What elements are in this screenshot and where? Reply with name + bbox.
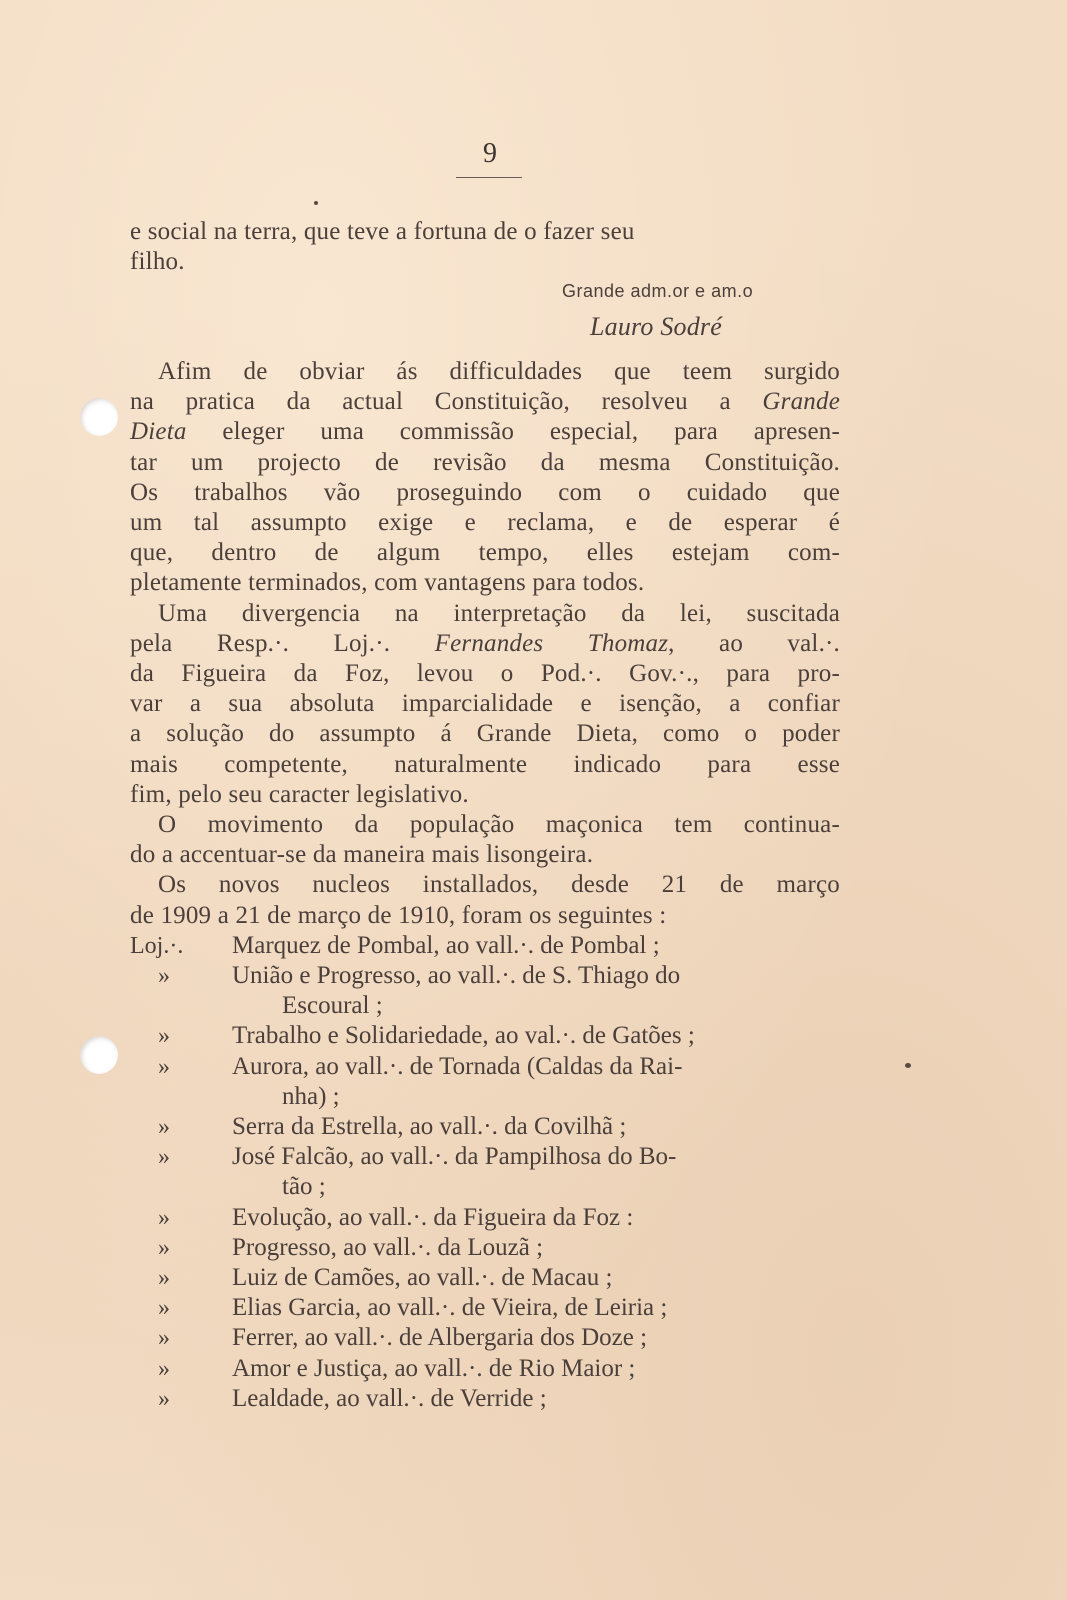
ink-speck [314, 201, 318, 205]
list-item: Ferrer, ao vall.·. de Albergaria dos Doze ; [232, 1324, 648, 1352]
text-line [130, 387, 840, 417]
list-marker: » [158, 1385, 170, 1412]
text-span: eleger uma commissão especial, para apresen- [186, 418, 840, 446]
list-item: Serra da Estrella, ao vall.·. da Covilhã ; [232, 1113, 627, 1140]
text-span: Uma divergencia na interpretação da lei, suscitada [158, 599, 840, 627]
list-marker: » [158, 1204, 170, 1231]
page-number-rule [456, 177, 522, 178]
text-line [130, 750, 840, 780]
text-line [130, 780, 840, 810]
text-span: , ao val.·. [668, 629, 841, 657]
text-span: da Figueira da Foz, levou o Pod.·. Gov.·., para pro- [130, 660, 840, 687]
text-line [130, 508, 840, 538]
text-line [130, 478, 840, 508]
list-item: Luiz de Camões, ao vall.·. de Macau ; [232, 1264, 613, 1291]
text-span: que, dentro de algum tempo, elles estejam com- [130, 539, 840, 567]
text-line: e social na terra, que teve a fortuna de o fazer seu [130, 218, 635, 245]
text-line [130, 719, 840, 749]
list-item: Trabalho e Solidariedade, ao val.·. de Gatões ; [232, 1022, 695, 1050]
text-line: de 1909 a 21 de março de 1910, foram os seguintes : [130, 901, 667, 929]
list-item-continuation: nha) ; [282, 1082, 340, 1110]
text-line [130, 629, 840, 659]
list-item: Evolução, ao vall.·. da Figueira da Foz : [232, 1203, 634, 1231]
list-item: Elias Garcia, ao vall.·. de Vieira, de Leiria ; [232, 1294, 668, 1322]
text-line: O movimento da população maçonica tem continua- [158, 811, 840, 838]
text-line [130, 659, 840, 689]
list-marker: » [158, 1325, 170, 1352]
list-marker: » [158, 1355, 170, 1382]
text-span: tar um projecto de revisão da mesma Constituição. [130, 448, 840, 476]
text-line [130, 417, 840, 447]
text-span: fim, pelo seu caracter legislativo. [130, 780, 469, 808]
text-span: Afim de obviar ás difficuldades que teem surgido [158, 358, 840, 385]
text-line [130, 689, 840, 719]
text-span: pela Resp.·. Loj.·. [130, 629, 435, 657]
text-span: pletamente terminados, com vantagens para todos. [130, 569, 645, 597]
list-marker: » [158, 963, 170, 989]
list-marker: » [158, 1114, 170, 1140]
punch-hole-bottom [80, 1036, 118, 1074]
text-line [130, 568, 840, 598]
list-marker: » [158, 1295, 170, 1322]
ink-speck [905, 1063, 911, 1068]
punch-hole-top [80, 398, 118, 436]
list-marker: Loj.·. [130, 932, 184, 959]
list-marker: » [158, 1144, 170, 1171]
list-item: Aurora, ao vall.·. de Tornada (Caldas da Rai- [232, 1052, 683, 1080]
text-span: na pratica da actual Constituição, resolveu a [130, 388, 763, 416]
text-span: Os trabalhos vão proseguindo com o cuidado que [130, 478, 840, 506]
text-line [158, 599, 840, 629]
list-item-continuation: Escoural ; [282, 992, 383, 1020]
text-line: Os novos nucleos installados, desde 21 de março [158, 871, 840, 899]
text-line: do a accentuar-se da maneira mais lisongeira. [130, 841, 594, 869]
list-item: Amor e Justiça, ao vall.·. de Rio Maior ; [232, 1354, 636, 1382]
list-marker: » [158, 1234, 170, 1261]
signature-title: Grande adm.or e am.o [562, 281, 754, 301]
text-span: Grande [762, 388, 840, 416]
signature-name: Lauro Sodré [590, 312, 722, 341]
list-marker: » [158, 1053, 170, 1080]
list-marker: » [158, 1023, 170, 1050]
text-span: var a sua absoluta imparcialidade e isenção, a confiar [130, 690, 840, 718]
list-item: José Falcão, ao vall.·. da Pampilhosa do Bo- [232, 1143, 677, 1171]
list-marker: » [158, 1265, 170, 1291]
text-span: Dieta [130, 418, 187, 446]
list-item: Progresso, ao vall.·. da Louzã ; [232, 1233, 544, 1261]
text-span: a solução do assumpto á Grande Dieta, como o poder [130, 720, 840, 748]
text-span: um tal assumpto exige e reclama, e de esperar é [130, 509, 840, 536]
text-span: Fernandes Thomaz [434, 629, 669, 657]
list-item: União e Progresso, ao vall.·. de S. Thiago do [232, 962, 681, 989]
list-item: Lealdade, ao vall.·. de Verride ; [232, 1384, 547, 1412]
list-item: Marquez de Pombal, ao vall.·. de Pombal ; [232, 931, 660, 959]
text-line [130, 448, 840, 478]
text-span: mais competente, naturalmente indicado para esse [130, 750, 840, 778]
text-line: filho. [130, 248, 185, 275]
text-line [130, 538, 840, 568]
list-item-continuation: tão ; [282, 1173, 326, 1201]
text-line [158, 357, 840, 387]
page-number: 9 [483, 138, 497, 169]
